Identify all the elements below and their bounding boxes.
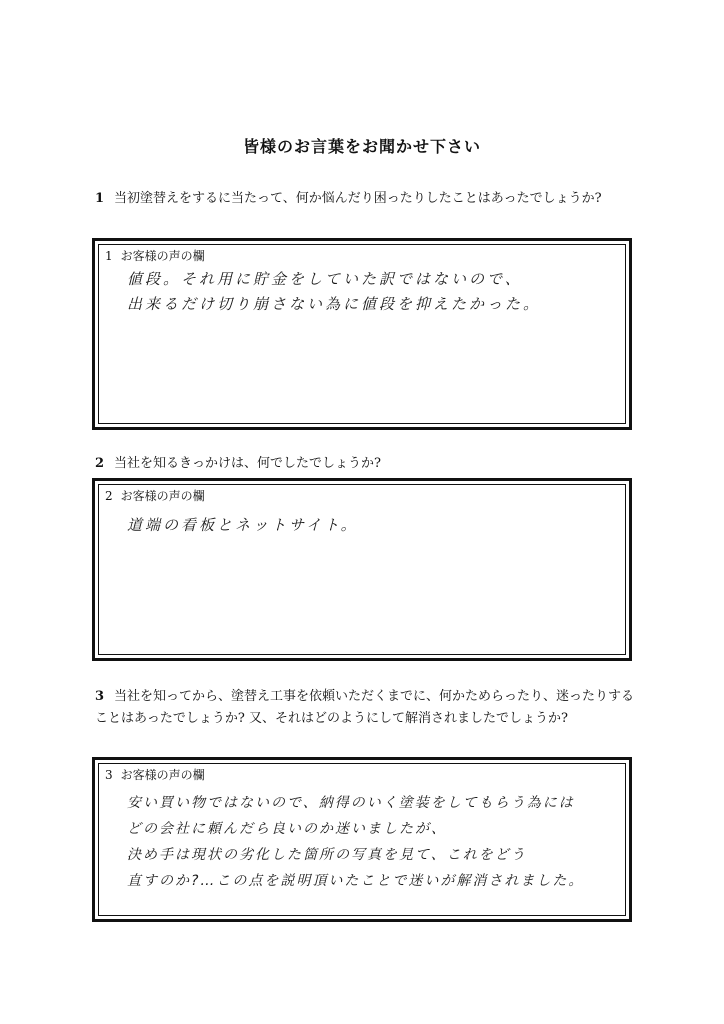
answer-3-line-4: 直すのか?…この点を説明頂いたことで迷いが解消されました。 [127, 873, 585, 889]
question-2 [95, 453, 635, 475]
answer-box-2-number: 2 [105, 489, 113, 503]
answer-box-2-label [105, 487, 205, 504]
question-3-text: 当社を知ってから、塗替え工事を依頼いただくまでに、何かためらったり、迷ったりすることはあったでしょうか? 又、それはどのようにして解消されましたでしょうか? [95, 689, 635, 726]
question-1-number: 1 [95, 191, 105, 206]
answer-2-handwriting [127, 513, 613, 538]
answer-box-3 [92, 757, 632, 922]
answer-box-3-number: 3 [105, 768, 113, 782]
question-2-text: 当社を知るきっかけは、何でしたでしょうか? [114, 456, 382, 471]
answer-box-1-label-text: お客様の声の欄 [120, 249, 205, 263]
question-3-number: 3 [95, 689, 105, 704]
answer-1-handwriting [127, 267, 613, 317]
answer-box-2-label-text: お客様の声の欄 [120, 489, 205, 503]
answer-box-3-label-text: お客様の声の欄 [120, 768, 205, 782]
answer-3-line-1: 安い買い物ではないので、納得のいく塗装をしてもらう為には [127, 795, 575, 811]
answer-box-3-label [105, 766, 205, 783]
question-1-text: 当初塗替えをするに当たって、何か悩んだり困ったりしたことはあったでしょうか? [114, 191, 602, 206]
question-1 [95, 188, 635, 210]
answer-3-handwriting [127, 790, 613, 894]
answer-box-1 [92, 238, 632, 430]
answer-2-line-1: 道端の看板とネットサイト。 [127, 516, 359, 534]
answer-box-1-label [105, 247, 205, 264]
answer-box-2 [92, 478, 632, 661]
answer-1-line-1: 値段。それ用に貯金をしていた訳ではないので、 [127, 270, 523, 288]
answer-box-2-inner-border [98, 484, 626, 655]
answer-box-1-number: 1 [105, 249, 113, 263]
answer-3-line-3: 決め手は現状の劣化した箇所の写真を見て、これをどう [127, 847, 527, 863]
question-2-number: 2 [95, 456, 105, 471]
answer-3-line-2: どの会社に頼んだら良いのか迷いましたが、 [127, 821, 447, 837]
page-title: 皆様のお言葉をお聞かせ下さい [242, 137, 481, 156]
question-3 [95, 686, 635, 730]
answer-1-line-2: 出来るだけ切り崩さない為に値段を抑えたかった。 [127, 295, 542, 313]
